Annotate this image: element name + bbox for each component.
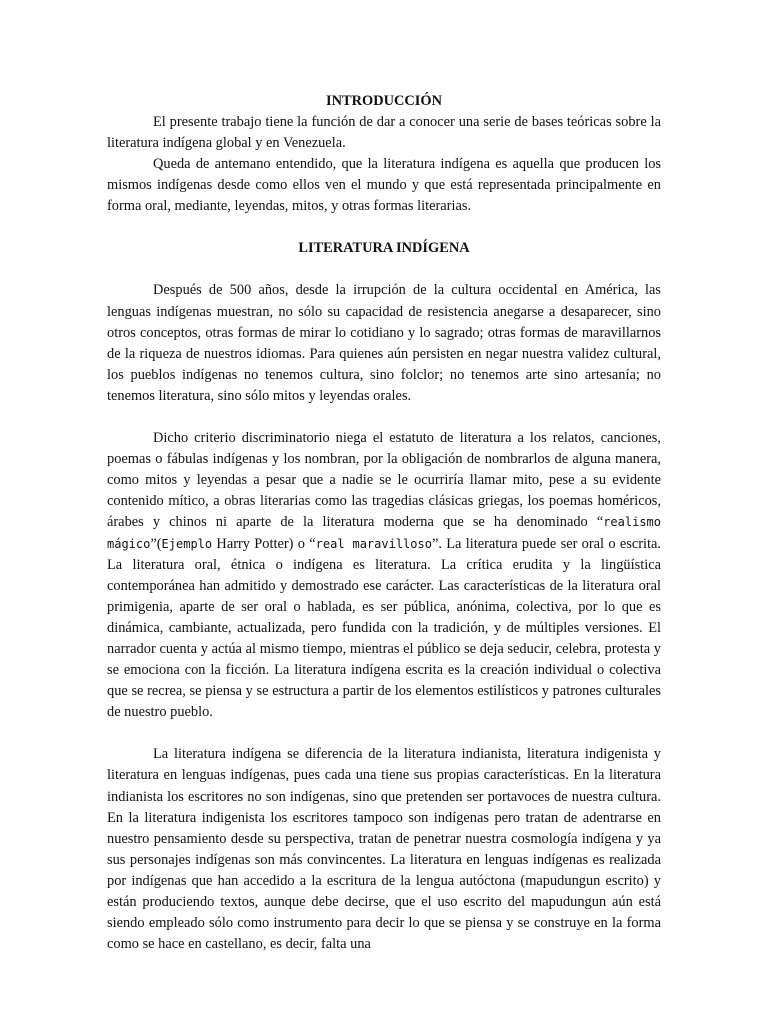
- paragraph-text: Harry Potter) o “: [212, 535, 316, 552]
- paragraph-text: ”(: [150, 535, 162, 552]
- literatura-paragraph-3: La literatura indígena se diferencia de la literatura indianista, literatura indigenista y literatura en lenguas indígenas, pues cada una tiene sus propias características. En la literatura indianista los escritores no son indígenas, sino que pretenden ser portavoces de nuestra cultura. En la literatura indigenista los escritores tampoco son indígenas pero tratan de adentrarse en nuestro pensamiento desde su perspectiva, tratan de penetrar nuestra cosmología indígena y ya sus personajes indígenas son más convincentes. La literatura en lenguas indígenas es realizada por indígenas que han accedido a la escritura de la lengua autóctona (mapudungun escrito) y están produciendo textos, aunque debe decirse, que el uso escrito del mapudungun aún está siendo empleado sólo como instrumento para decir lo que se piensa y se construye en la forma como se hace en castellano, es decir, falta una: [107, 746, 661, 953]
- intro-paragraph-1: El presente trabajo tiene la función de dar a conocer una serie de bases teóricas sobre la literatura indígena global y en Venezuela.: [107, 114, 661, 152]
- spacer: [107, 259, 661, 280]
- quoted-term: Ejemplo: [161, 536, 213, 551]
- spacer: [107, 407, 661, 428]
- heading-introduccion: INTRODUCCIÓN: [326, 93, 442, 109]
- spacer: [107, 723, 661, 744]
- literatura-paragraph-1: Después de 500 años, desde la irrupción de la cultura occidental en América, las lenguas indígenas muestran, no sólo su capacidad de resistencia anegarse a desaparecer, sino otros conceptos, otras formas de mirar lo cotidiano y lo sagrado; otras formas de maravillarnos de la riqueza de nuestros idiomas. Para quienes aún persisten en negar nuestra validez cultural, los pueblos indígenas no tenemos cultura, sino folclor; no tenemos arte sino artesanía; no tenemos literatura, sino sólo mitos y leyendas orales.: [107, 282, 661, 404]
- spacer: [107, 217, 661, 238]
- intro-paragraph-2: Queda de antemano entendido, que la literatura indígena es aquella que producen los mismos indígenas desde como ellos ven el mundo y que está representada principalmente en forma oral, mediante, leyendas, mitos, y otras formas literarias.: [107, 156, 661, 215]
- literatura-paragraph-2: [107, 428, 661, 723]
- paragraph-text: Dicho criterio discriminatorio niega el estatuto de literatura a los relatos, canciones, poemas o fábulas indígenas y los nombran, por la obligación de nombrarlos de alguna manera, como mitos y leyendas a pesar que a nadie se le ocurriría llamar mito, pese a su evidente contenido mítico, a obras literarias como las tragedias clásicas griegas, los poemas homéricos, árabes y chinos ni aparte de la literatura moderna que se ha denominado “: [107, 430, 661, 531]
- quoted-term: real maravilloso: [315, 536, 432, 551]
- heading-literatura-indigena: LITERATURA INDÍGENA: [298, 240, 470, 257]
- quoted-term: realismo mágico: [107, 515, 661, 551]
- document-page: [107, 91, 661, 955]
- paragraph-text: ”. La literatura puede ser oral o escrita. La literatura oral, étnica o indígena es literatura. La crítica erudita y la lingüística contemporánea han admitido y demostrado ese carácter. Las características de la literatura oral primigenia, aparte de ser oral o hablada, es ser pública, anónima, colectiva, por lo que es dinámica, cambiante, actualizada, pero fundida con la tradición, y de múltiples versiones. El narrador cuenta y actúa al mismo tiempo, mientras el público se deja seducir, celebra, protesta y se emociona con la ficción. La literatura indígena escrita es la creación individual o colectiva que se recrea, se piensa y se estructura a partir de los elementos estilísticos y patrones culturales de nuestro pueblo.: [107, 535, 661, 721]
